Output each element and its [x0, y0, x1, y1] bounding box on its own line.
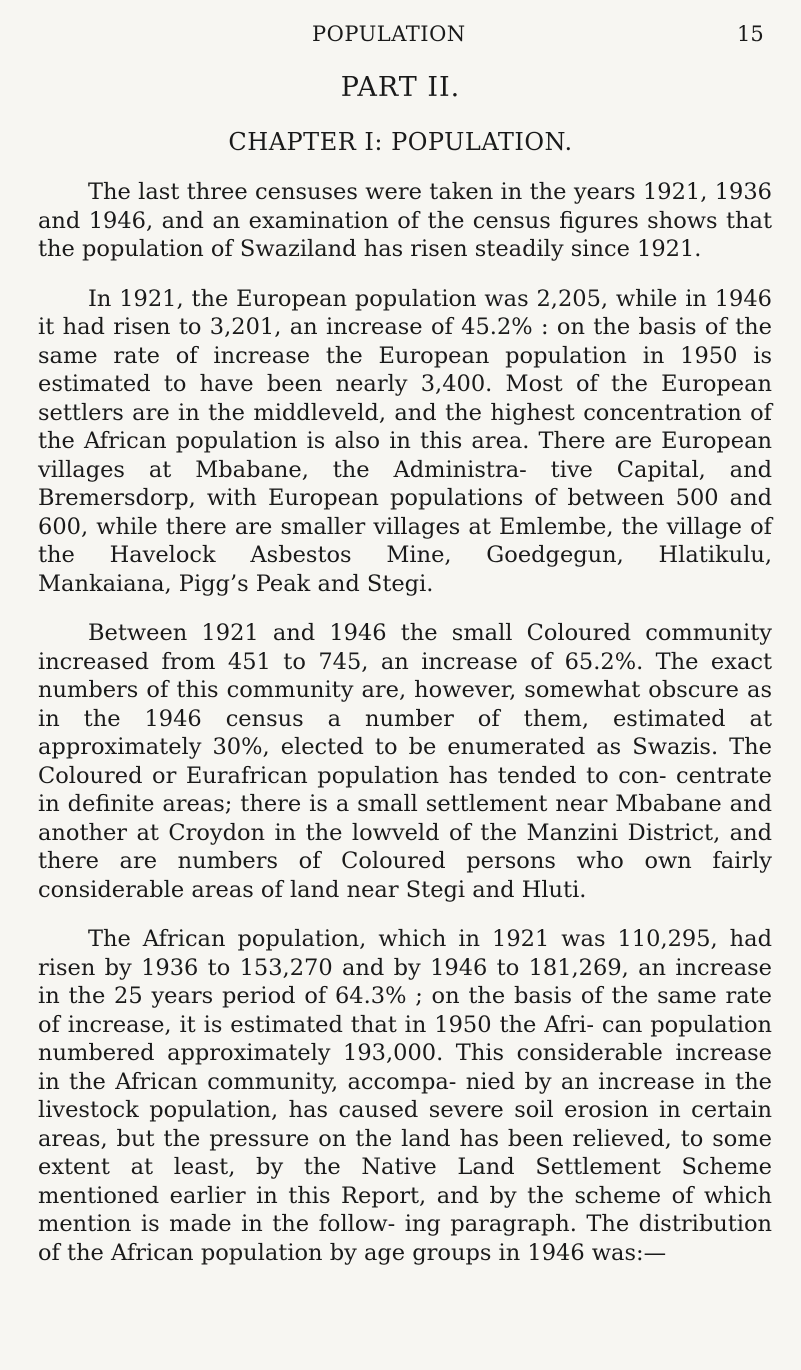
paragraph-censuses: The last three censuses were taken in the years 1921, 1936 and 1946, and an examination of the census figures shows that the population of Swaziland has risen steadily since 1921.: [38, 179, 772, 262]
paragraph-coloured-community: Between 1921 and 1946 the small Coloured community increased from 451 to 745, an increase of 65.2%. The exact numbers of this community are, however, somewhat obscure as in the 1946 census a number of them, estimated at approximately 30%, elected to be enumerated as Swazis. The Coloured or Eurafrican population has tended to con- centrate in definite areas; there is a small settlement near Mbabane and another at Croydon in the lowveld of the Manzini District, and there are numbers of Coloured persons who own fairly considerable areas of land near Stegi and Hluti.: [38, 620, 772, 903]
chapter-heading: CHAPTER I: POPULATION.: [228, 128, 573, 156]
page-number: 15: [737, 22, 764, 46]
part-heading: PART II.: [340, 72, 461, 103]
paragraph-african-population: The African population, which in 1921 was 110,295, had risen by 1936 to 153,270 and by 1946 to 181,269, an increase in the 25 years period of 64.3% ; on the basis of the same rate of increase, it is estimated that in 1950 the Afri- can population numbered approximately 193,000. This considerable increase in the African community, accompa- nied by an increase in the livestock population, has caused severe soil erosion in certain areas, but the pressure on the land has been relieved, to some extent at least, by the Native Land Settlement Scheme mentioned earlier in this Report, and by the scheme of which mention is made in the follow- ing paragraph. The distribution of the African population by age groups in 1946 was:—: [38, 926, 772, 1266]
running-title: POPULATION: [312, 22, 466, 46]
body-text: [38, 178, 772, 1288]
running-header: [0, 22, 801, 52]
paragraph-european-population: In 1921, the European population was 2,205, while in 1946 it had risen to 3,201, an increase of 45.2% : on the basis of the same rate of increase the European population in 1950 is estimated to have been nearly 3,400. Most of the European settlers are in the middleveld, and the highest concentration of the African population is also in this area. There are European villages at Mbabane, the Administra- tive Capital, and Bremersdorp, with European populations of between 500 and 600, while there are smaller villages at Emlembe, the village of the Havelock Asbestos Mine, Goedgegun, Hlatikulu, Mankaiana, Pigg’s Peak and Stegi.: [38, 285, 772, 597]
